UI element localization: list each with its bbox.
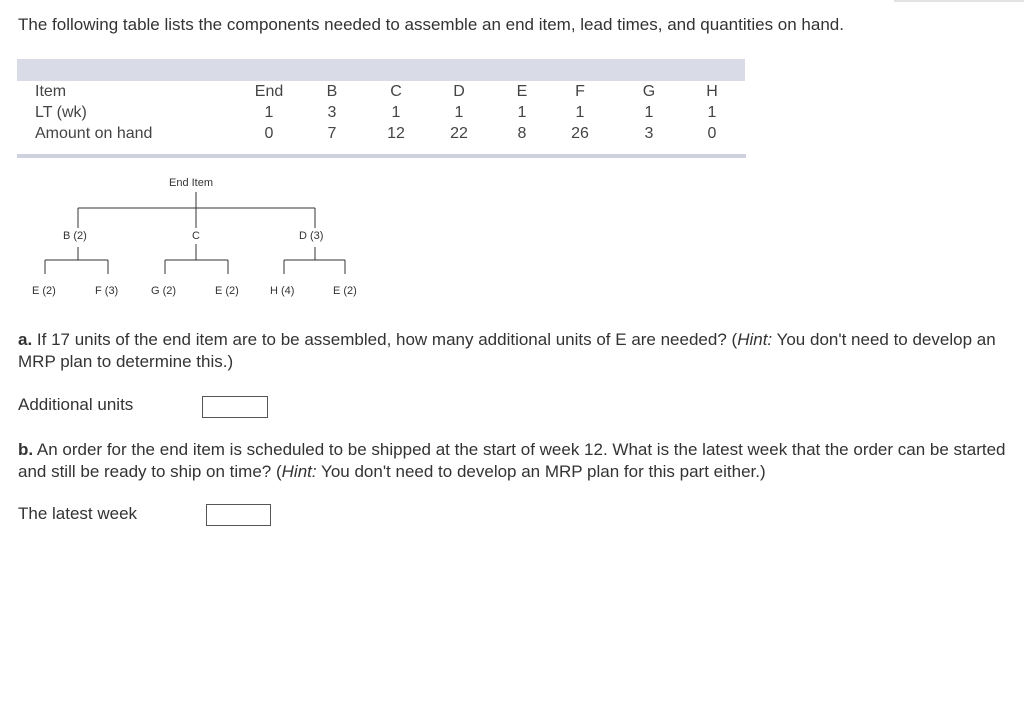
cell-onhand-e: 8 [517,125,527,142]
tree-node-c: C [192,230,200,242]
cell-lt-d: 1 [454,104,464,121]
cell-item-h: H [706,83,718,100]
question-b-hint-text: You don't need to develop an MRP plan for this part either.) [316,462,766,481]
cell-onhand-g: 3 [644,125,654,142]
table-header-band [17,59,745,81]
product-structure-tree [0,170,420,310]
row-label-lt: LT (wk) [35,104,87,121]
question-b-text: An order for the end item is scheduled to be shipped at the start of week 12. What is the latest week that the order can be started and still be ready to ship on time? ( [18,440,1006,481]
cell-onhand-f: 26 [571,125,589,142]
additional-units-input[interactable] [202,396,268,418]
question-a-hint-text: You don't need to develop an MRP plan to determine this.) [18,330,996,371]
cell-onhand-b: 7 [327,125,337,142]
tree-node-e-under-c: E (2) [215,285,239,297]
cell-onhand-h: 0 [707,125,717,142]
question-a-letter: a. [18,330,33,349]
top-divider [894,0,1024,2]
cell-item-b: B [326,83,338,100]
cell-lt-end: 1 [264,104,274,121]
tree-node-e-under-b: E (2) [32,285,56,297]
tree-node-end-item: End Item [169,177,214,189]
cell-lt-c: 1 [391,104,401,121]
cell-lt-f: 1 [575,104,585,121]
cell-item-g: G [642,83,656,100]
question-a-hint-label: Hint: [737,330,773,349]
tree-node-f: F (3) [95,285,119,297]
row-label-on-hand: Amount on hand [35,125,153,142]
latest-week-input[interactable] [206,504,271,526]
table-bottom-rule [17,154,746,158]
cell-item-f: F [575,83,585,100]
cell-onhand-c: 12 [387,125,405,142]
row-label-item: Item [35,83,67,100]
question-a-text: If 17 units of the end item are to be assembled, how many additional units of E are needed? ( [32,330,738,349]
cell-item-end: End [254,83,284,100]
tree-node-b: B (2) [63,230,87,242]
cell-item-c: C [390,83,402,100]
latest-week-label: The latest week [18,504,138,523]
cell-lt-e: 1 [517,104,527,121]
question-a [18,329,1013,373]
question-b-letter: b. [18,440,34,459]
cell-lt-b: 3 [327,104,337,121]
question-b [18,439,1013,483]
cell-onhand-d: 22 [450,125,468,142]
tree-node-g: G (2) [151,285,177,297]
cell-onhand-end: 0 [264,125,274,142]
tree-node-d: D (3) [299,230,324,242]
cell-item-d: D [453,83,465,100]
intro-text: The following table lists the components needed to assemble an end item, lead times, and quantities on hand. [18,15,844,34]
additional-units-label: Additional units [18,395,134,414]
cell-lt-h: 1 [707,104,717,121]
tree-node-h: H (4) [270,285,295,297]
question-b-hint-label: Hint: [281,462,317,481]
cell-item-e: E [516,83,528,100]
tree-node-e-under-d: E (2) [333,285,357,297]
cell-lt-g: 1 [644,104,654,121]
